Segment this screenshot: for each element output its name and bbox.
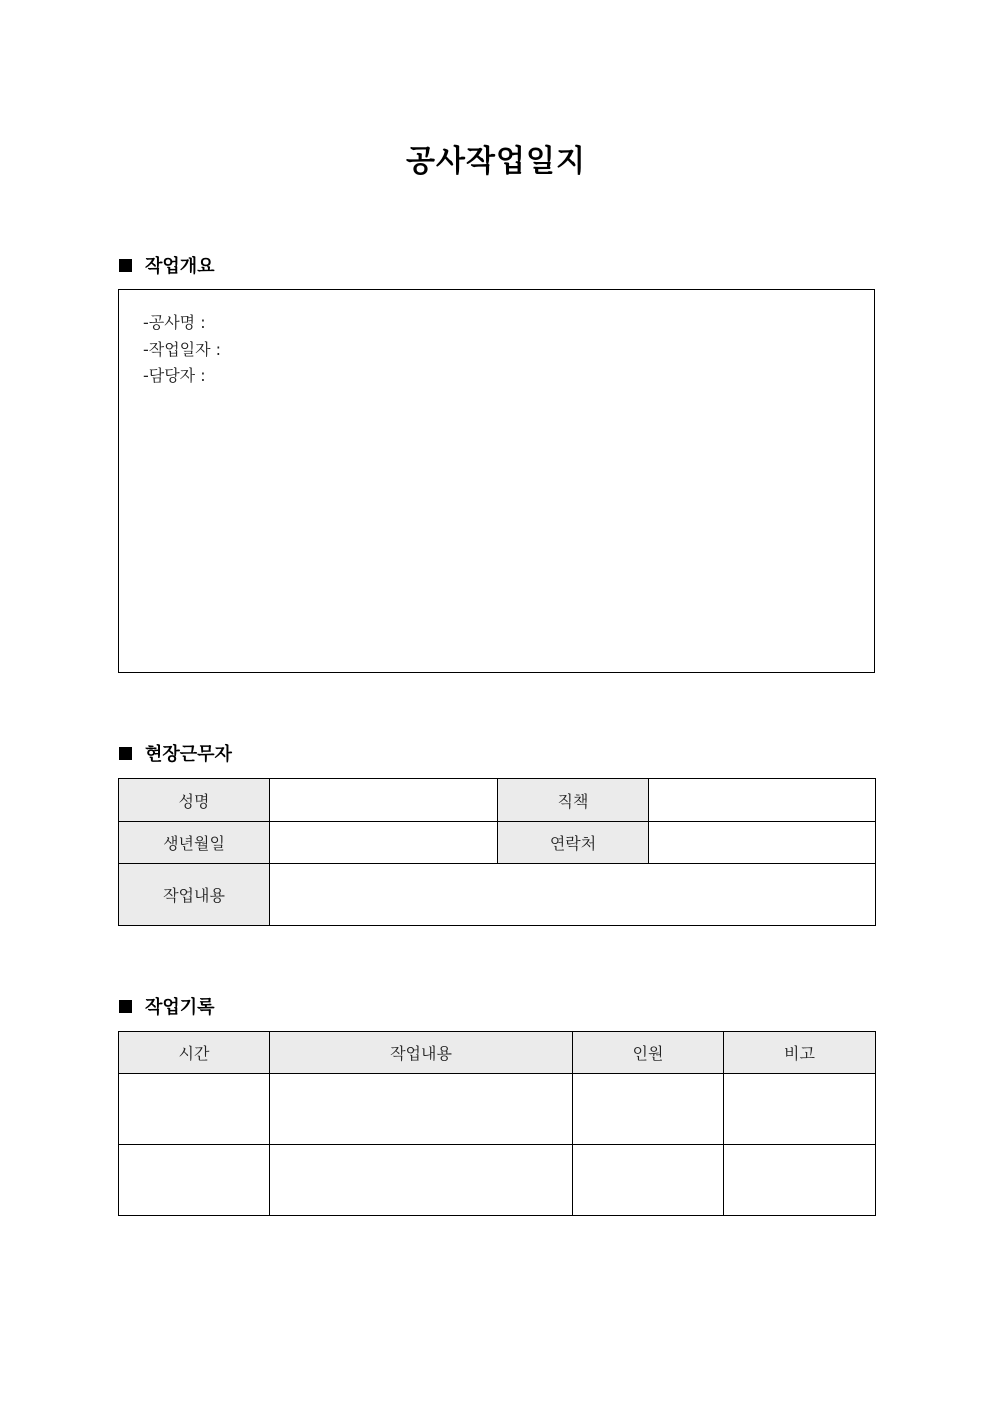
section-heading-label: 현장근무자 [145,744,232,765]
table-row [119,779,876,822]
work-log-table [118,1031,876,1216]
cell-time[interactable] [119,1074,270,1145]
cell-time[interactable] [119,1145,270,1216]
section-heading-field-worker [119,741,232,765]
table-row [119,1074,876,1145]
value-position[interactable] [649,779,876,822]
value-contact[interactable] [649,822,876,864]
overview-work-date: -작업일자 : [143,339,222,359]
section-heading-label: 작업기록 [145,997,215,1018]
column-header-personnel: 인원 [573,1032,724,1074]
overview-lines [143,310,221,390]
table-row [119,822,876,864]
label-position: 직책 [498,779,649,822]
label-birthdate: 생년월일 [119,822,270,864]
label-contact: 연락처 [498,822,649,864]
table-row [119,1145,876,1216]
cell-remarks[interactable] [724,1145,876,1216]
overview-box[interactable] [118,289,875,673]
table-row [119,864,876,926]
table-header-row [119,1032,876,1074]
column-header-work-content: 작업내용 [270,1032,573,1074]
cell-remarks[interactable] [724,1074,876,1145]
overview-project-name: -공사명 : [143,313,206,332]
cell-work-content[interactable] [270,1145,573,1216]
cell-personnel[interactable] [573,1074,724,1145]
value-name[interactable] [270,779,498,822]
overview-manager: -담당자 : [143,366,206,385]
label-work-content: 작업내용 [119,864,270,926]
square-bullet-icon [119,259,132,272]
section-heading-label: 작업개요 [145,256,215,277]
field-worker-table [118,778,876,926]
section-heading-overview [119,253,215,277]
section-heading-work-log [119,994,215,1018]
square-bullet-icon [119,747,132,760]
document-title: 공사작업일지 [406,144,586,179]
value-birthdate[interactable] [270,822,498,864]
value-work-content[interactable] [270,864,876,926]
column-header-time: 시간 [119,1032,270,1074]
label-name: 성명 [119,779,270,822]
square-bullet-icon [119,1000,132,1013]
cell-work-content[interactable] [270,1074,573,1145]
column-header-remarks: 비고 [724,1032,876,1074]
cell-personnel[interactable] [573,1145,724,1216]
